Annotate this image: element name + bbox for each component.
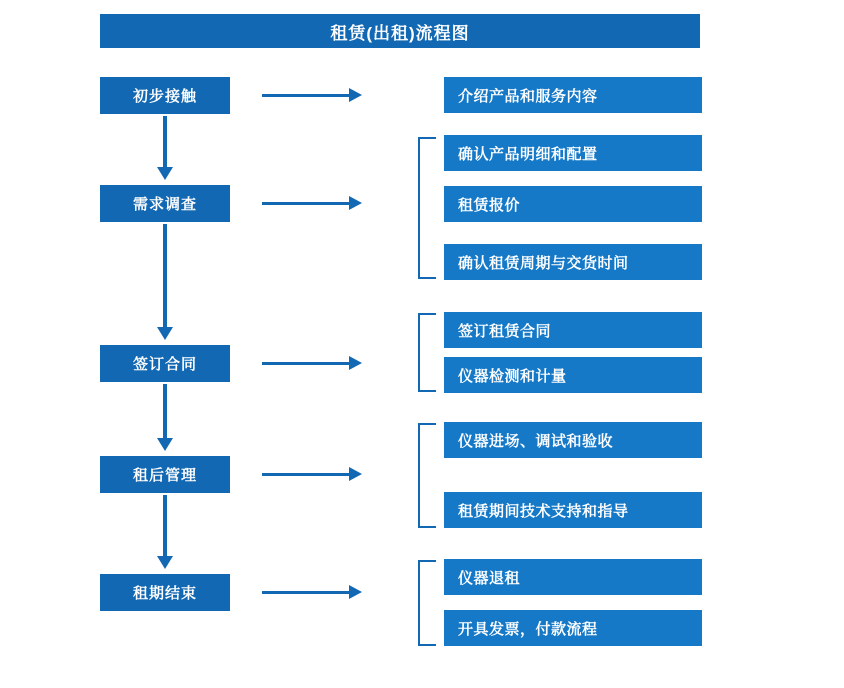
detail-box-7[interactable]: 仪器进场、调试和验收: [444, 422, 702, 458]
bracket-group-2: [418, 137, 436, 279]
stage-box-3[interactable]: 签订合同: [100, 345, 230, 382]
page-title: 租赁(出租)流程图: [100, 14, 700, 48]
bracket-group-3: [418, 313, 436, 392]
detail-arrow-3: [262, 362, 350, 365]
stage-box-5[interactable]: 租期结束: [100, 574, 230, 611]
detail-box-9[interactable]: 仪器退租: [444, 559, 702, 595]
stage-box-2[interactable]: 需求调查: [100, 185, 230, 222]
detail-arrow-5: [262, 591, 350, 594]
detail-arrow-1: [262, 94, 350, 97]
detail-box-10[interactable]: 开具发票，付款流程: [444, 610, 702, 646]
detail-arrow-2: [262, 202, 350, 205]
connector-arrow-2-3: [163, 224, 167, 328]
detail-box-1[interactable]: 介绍产品和服务内容: [444, 77, 702, 113]
connector-arrow-3-4: [163, 384, 167, 439]
detail-box-6[interactable]: 仪器检测和计量: [444, 357, 702, 393]
bracket-group-4: [418, 423, 436, 528]
detail-box-5[interactable]: 签订租赁合同: [444, 312, 702, 348]
stage-box-1[interactable]: 初步接触: [100, 77, 230, 114]
connector-arrow-1-2: [163, 116, 167, 168]
detail-box-3[interactable]: 租赁报价: [444, 186, 702, 222]
bracket-group-5: [418, 560, 436, 646]
detail-box-4[interactable]: 确认租赁周期与交货时间: [444, 244, 702, 280]
detail-box-8[interactable]: 租赁期间技术支持和指导: [444, 492, 702, 528]
detail-box-2[interactable]: 确认产品明细和配置: [444, 135, 702, 171]
stage-box-4[interactable]: 租后管理: [100, 456, 230, 493]
connector-arrow-4-5: [163, 495, 167, 557]
detail-arrow-4: [262, 473, 350, 476]
